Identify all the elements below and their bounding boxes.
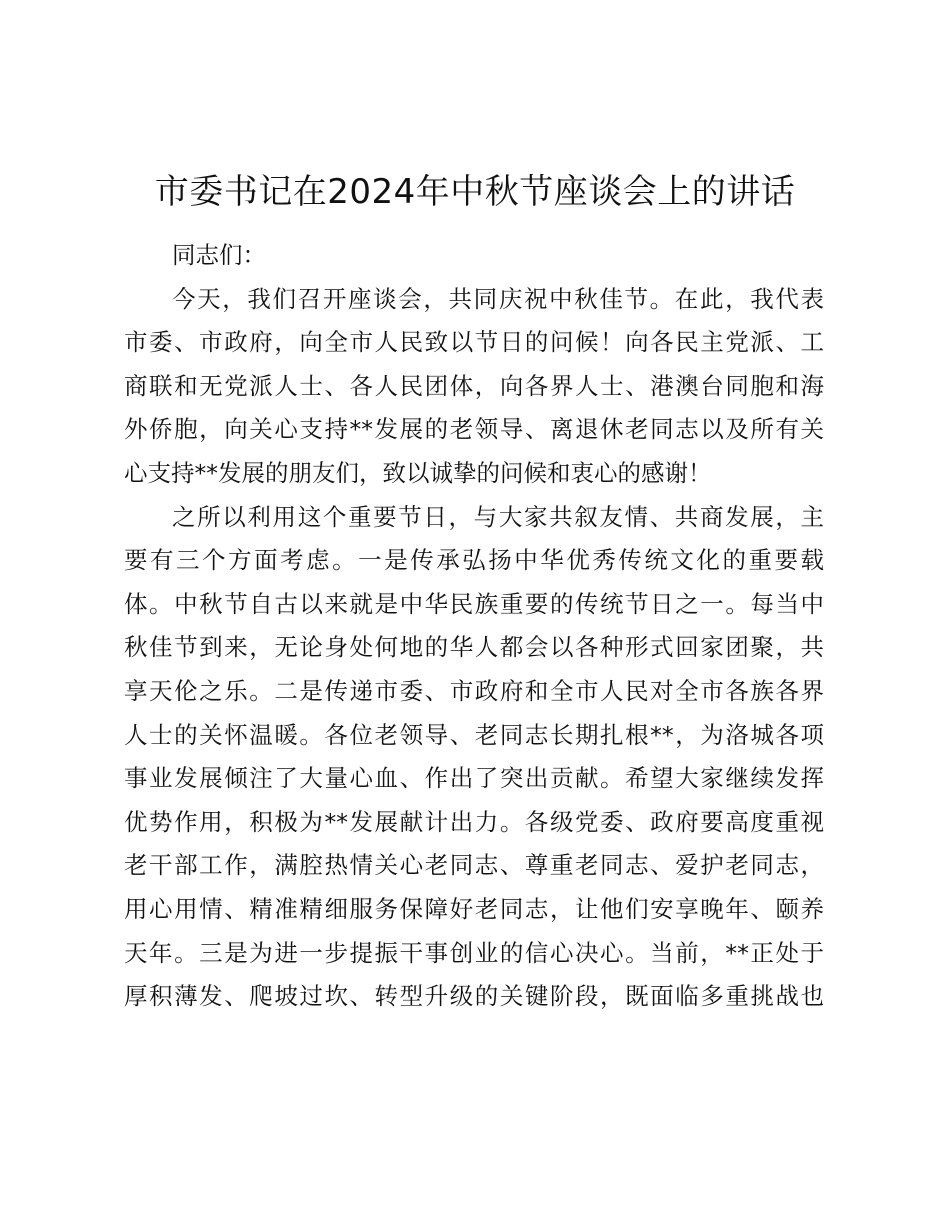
paragraph-2-line-3: 体。中秋节自古以来就是中华民族重要的传统节日之一。每当中 [124,589,824,618]
paragraph-1-line-5: 心支持**发展的朋友们，致以诚挚的问候和衷心的感谢！ [124,458,712,487]
paragraph-2-line-7: 事业发展倾注了大量心血、作出了突出贡献。希望大家继续发挥 [124,764,824,793]
paragraph-2-line-8: 优势作用，积极为**发展献计出力。各级党委、政府要高度重视 [124,807,824,836]
paragraph-2-line-6: 人士的关怀温暖。各位老领导、老同志长期扎根**，为洛城各项 [124,720,824,749]
salutation: 同志们： [172,241,266,269]
paragraph-1-line-1: 今天，我们召开座谈会，共同庆祝中秋佳节。在此，我代表 [172,284,824,313]
paragraph-1-line-4: 外侨胞，向关心支持**发展的老领导、离退休老同志以及所有关 [124,415,824,444]
paragraph-2-line-4: 秋佳节到来，无论身处何地的华人都会以各种形式回家团聚，共 [124,633,824,662]
document-body [124,234,824,1019]
paragraph-2-line-5: 享天伦之乐。二是传递市委、市政府和全市人民对全市各族各界 [124,676,824,705]
paragraph-2-line-2: 要有三个方面考虑。一是传承弘扬中华优秀传统文化的重要载 [124,546,824,575]
paragraph-2-line-1: 之所以利用这个重要节日，与大家共叙友情、共商发展，主 [172,502,824,531]
paragraph-2-line-10: 用心用情、精准精细服务保障好老同志，让他们安享晚年、颐养 [124,894,824,923]
paragraph-2-line-11: 天年。三是为进一步提振干事创业的信心决心。当前，**正处于 [124,938,824,967]
paragraph-1-line-2: 市委、市政府，向全市人民致以节日的问候！向各民主党派、工 [124,328,824,357]
document-title: 市委书记在2024年中秋节座谈会上的讲话 [154,172,796,212]
paragraph-2-line-9: 老干部工作，满腔热情关心老同志、尊重老同志、爱护老同志， [124,851,824,880]
paragraph-2-line-12: 厚积薄发、爬坡过坎、转型升级的关键阶段，既面临多重挑战也 [124,982,824,1011]
paragraph-1-line-3: 商联和无党派人士、各人民团体，向各界人士、港澳台同胞和海 [124,371,824,400]
